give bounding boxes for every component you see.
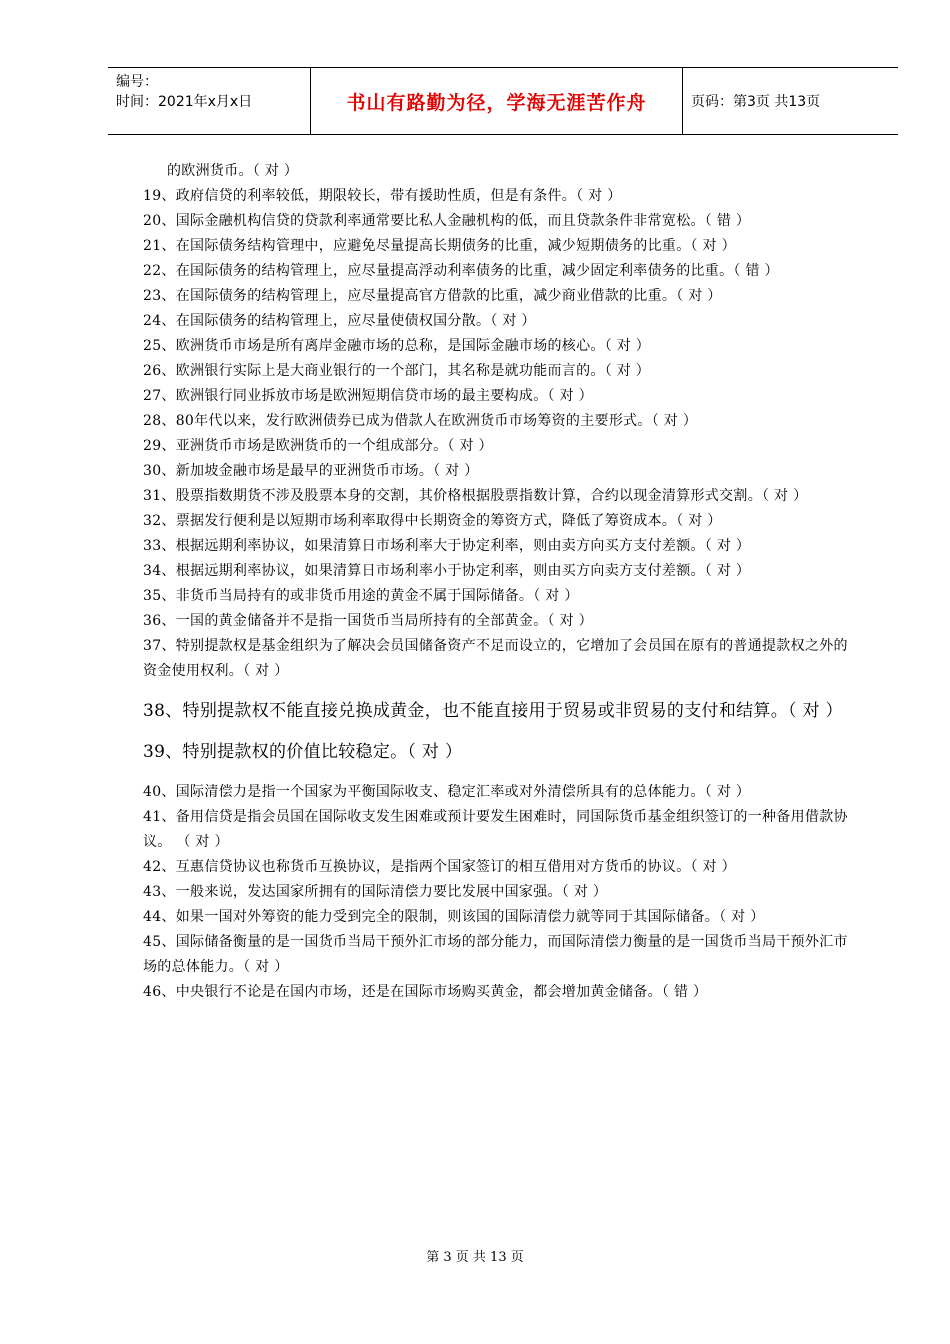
list-item: 25、欧洲货币市场是所有离岸金融市场的总称，是国际金融市场的核心。（ 对 ） [143,338,651,354]
list-item: 19、政府信贷的利率较低，期限较长，带有援助性质，但是有条件。（ 对 ） [143,188,622,204]
header-motto-cell [311,68,683,134]
list-item: 30、新加坡金融市场是最早的亚洲货币市场。（ 对 ） [143,463,479,479]
list-item: 24、在国际债务的结构管理上，应尽量使债权国分散。（ 对 ） [143,313,536,329]
list-item: 35、非货币当局持有的或非货币用途的黄金不属于国际储备。（ 对 ） [143,588,579,604]
list-item: 41、备用信贷是指会员国在国际收支发生困难或预计要发生困难时，同国际货币基金组织签订的一种备用借款协议。 （ 对 ） [143,809,848,850]
code-label: 编号： [116,74,158,90]
list-item: 39、特别提款权的价值比较稳定。（ 对 ） [143,742,463,762]
list-item: 27、欧洲银行同业拆放市场是欧洲短期信贷市场的最主要构成。（ 对 ） [143,388,593,404]
list-item: 46、中央银行不论是在国内市场，还是在国际市场购买黄金，都会增加黄金储备。（ 错 ） [143,984,708,1000]
header-page-cell [683,68,898,134]
list-item: 26、欧洲银行实际上是大商业银行的一个部门，其名称是就功能而言的。（ 对 ） [143,363,651,379]
page-header [108,67,898,135]
list-item: 32、票据发行便利是以短期市场利率取得中长期资金的筹资方式，降低了筹资成本。（ 对 ） [143,513,722,529]
list-item: 44、如果一国对外筹资的能力受到完全的限制，则该国的国际清偿力就等同于其国际储备。（ 对 ） [143,909,765,925]
header-meta [108,68,311,134]
list-item: 45、国际储备衡量的是一国货币当局干预外汇市场的部分能力，而国际清偿力衡量的是一国货币当局干预外汇市场的总体能力。（ 对 ） [143,934,848,975]
page-footer: 第 3 页 共 13 页 [426,1250,524,1265]
header-motto: 书山有路勤为径，学海无涯苦作舟 [346,91,647,114]
list-item: 28、80年代以来，发行欧洲债券已成为借款人在欧洲货币市场筹资的主要形式。（ 对 ） [143,413,698,429]
list-item: 40、国际清偿力是指一个国家为平衡国际收支、稳定汇率或对外清偿所具有的总体能力。（ 对 ） [143,784,751,800]
list-item: 42、互惠信贷协议也称货币互换协议，是指两个国家签订的相互借用对方货币的协议。（ 对 ） [143,859,736,875]
list-item: 33、根据远期利率协议，如果清算日市场利率大于协定利率，则由卖方向买方支付差额。（ 对 ） [143,538,751,554]
list-item: 37、特别提款权是基金组织为了解决会员国储备资产不足而设立的，它增加了会员国在原有的普通提款权之外的资金使用权利。（ 对 ） [143,638,848,679]
list-item: 22、在国际债务的结构管理上，应尽量提高浮动利率债务的比重，减少固定利率债务的比重。（ 错 ） [143,263,779,279]
header-page-info: 页码：第3页 共13页 [691,94,821,110]
list-item: 21、在国际债务结构管理中，应避免尽量提高长期债务的比重，减少短期债务的比重。（ 对 ） [143,238,736,254]
list-item: 29、亚洲货币市场是欧洲货币的一个组成部分。（ 对 ） [143,438,493,454]
list-item: 34、根据远期利率协议，如果清算日市场利率小于协定利率，则由买方向卖方支付差额。（ 对 ） [143,563,751,579]
list-item: 23、在国际债务的结构管理上，应尽量提高官方借款的比重，减少商业借款的比重。（ 对 ） [143,288,722,304]
list-item: 的欧洲货币。（ 对 ） [167,163,299,179]
list-item: 36、一国的黄金储备并不是指一国货币当局所持有的全部黄金。（ 对 ） [143,613,593,629]
list-item: 31、股票指数期货不涉及股票本身的交割，其价格根据股票指数计算，合约以现金清算形式交割。（ 对 ） [143,488,808,504]
list-item: 38、特别提款权不能直接兑换成黄金，也不能直接用于贸易或非贸易的支付和结算。（ 对 ） [143,701,843,721]
time-label: 时间：2021年x月x日 [116,94,253,110]
list-item: 20、国际金融机构信贷的贷款利率通常要比私人金融机构的低，而且贷款条件非常宽松。（ 错 ） [143,213,751,229]
list-item: 43、一般来说，发达国家所拥有的国际清偿力要比发展中国家强。（ 对 ） [143,884,608,900]
question-list [143,159,855,1005]
